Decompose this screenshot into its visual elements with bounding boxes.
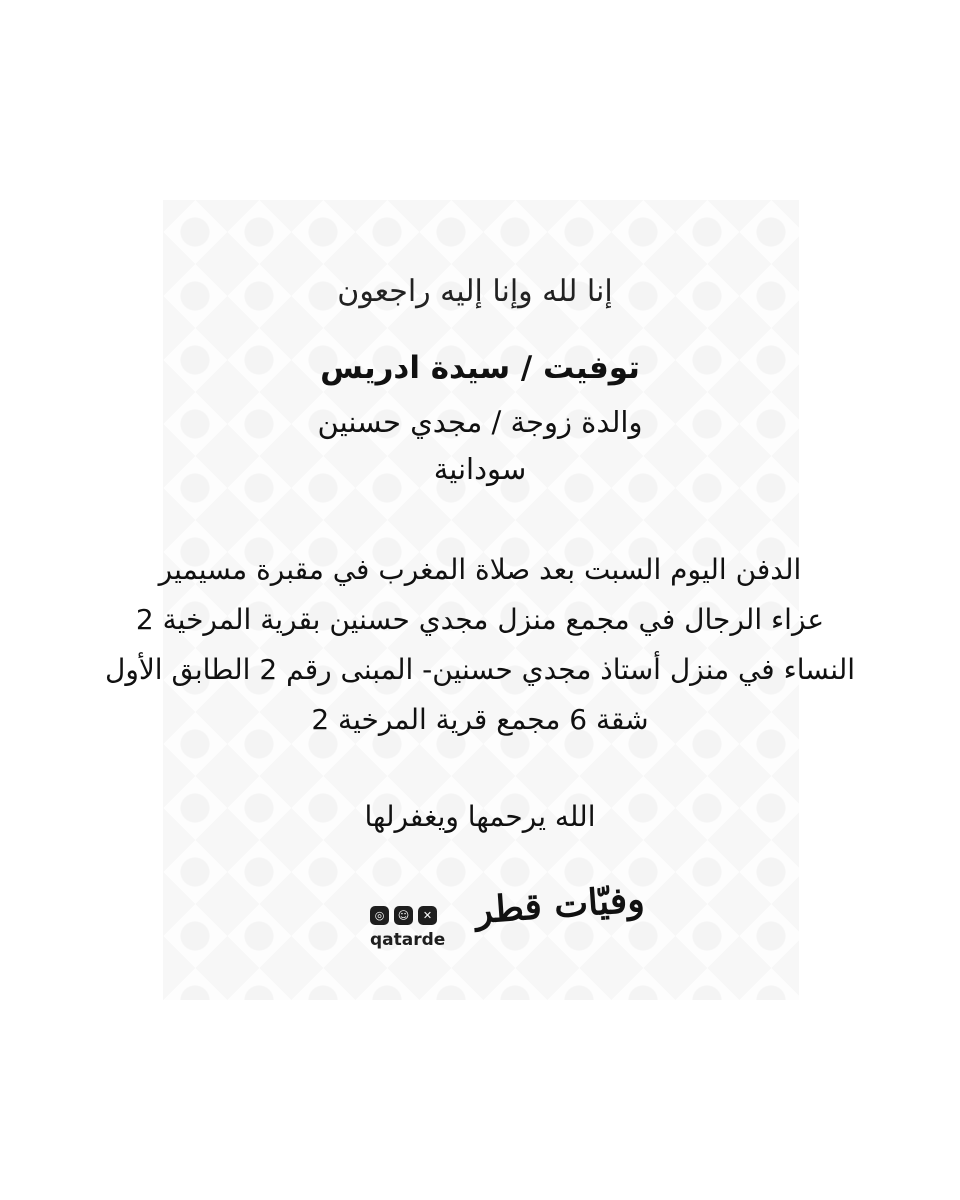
relation-line: والدة زوجة / مجدي حسنين xyxy=(317,405,643,439)
x-icon[interactable]: ✕ xyxy=(418,906,437,925)
deceased-title: توفيت / سيدة ادريس xyxy=(320,350,640,386)
women-condolence-line: النساء في منزل أستاذ مجدي حسنين- المبنى رقم 2 الطابق الأول xyxy=(104,653,856,686)
brand-logo: وفيّات قطر xyxy=(473,878,646,932)
social-icons xyxy=(370,906,437,925)
prayer-line: الله يرحمها ويغفرلها xyxy=(364,800,596,833)
nationality-line: سودانية xyxy=(433,452,527,486)
brand-footer xyxy=(365,878,646,960)
quran-calligraphy: إنا لله وإنا إليه راجعون xyxy=(337,273,613,309)
men-condolence-line: عزاء الرجال في مجمع منزل مجدي حسنين بقرية المرخية 2 xyxy=(135,603,825,636)
snapchat-icon[interactable]: ☺ xyxy=(394,906,413,925)
burial-line: الدفن اليوم السبت بعد صلاة المغرب في مقبرة مسيمير xyxy=(158,553,802,586)
brand-handle: qatarde xyxy=(370,930,446,950)
apartment-line: شقة 6 مجمع قرية المرخية 2 xyxy=(311,703,649,736)
instagram-icon[interactable]: ◎ xyxy=(370,906,389,925)
